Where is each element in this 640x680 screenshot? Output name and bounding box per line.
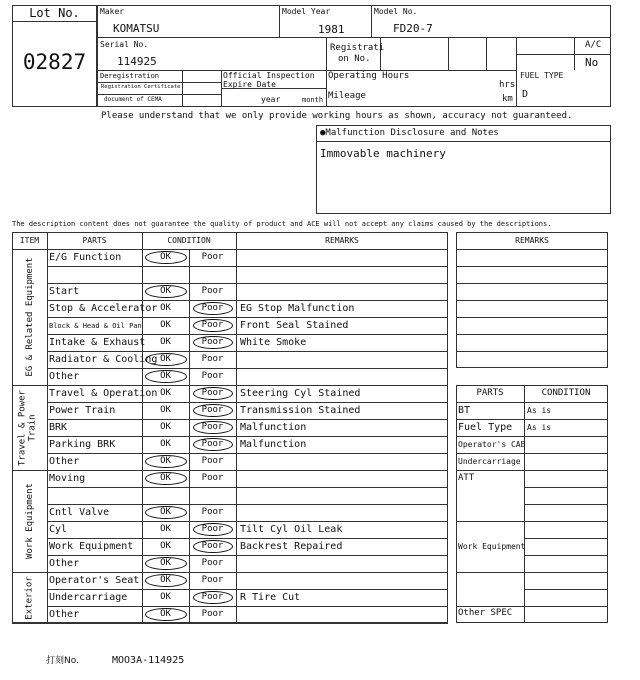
row-divider — [47, 487, 448, 488]
ok-circle-mark — [145, 608, 187, 621]
group-label: Exterior — [24, 575, 35, 620]
header-condition: CONDITION — [167, 236, 211, 245]
model-no-value: FD20-7 — [393, 22, 433, 35]
part-label: Power Train — [49, 405, 116, 416]
right-part-operator-cab: Operator's CAB — [458, 440, 526, 449]
poor-option: Poor — [201, 286, 224, 296]
hours-notice: Please understand that we only provide working hours as shown, accuracy not guaranteed. — [101, 111, 573, 121]
row-divider — [47, 368, 448, 369]
poor-option: Poor — [201, 303, 224, 313]
poor-option: Poor — [201, 558, 224, 568]
ok-option: OK — [160, 558, 171, 568]
row-divider — [47, 470, 448, 471]
poor-option: Poor — [201, 405, 224, 415]
ok-option: OK — [160, 592, 171, 602]
remark-text: Steering Cyl Stained — [240, 388, 361, 399]
row-divider — [47, 589, 448, 590]
ok-option: OK — [160, 575, 171, 585]
disclaimer: The description content does not guarantee the quality of product and ACE will not accept any claims caused by the descriptions. — [12, 220, 552, 228]
remark-text: Transmission Stained — [240, 405, 361, 416]
registration-label-2: on No. — [338, 54, 371, 64]
km-unit: km — [502, 94, 513, 104]
ok-option: OK — [160, 609, 171, 619]
row-divider — [47, 453, 448, 454]
model-no-label: Model No. — [374, 7, 418, 16]
ok-circle-mark — [145, 557, 187, 570]
row-divider — [47, 572, 448, 573]
ok-circle-mark — [145, 251, 187, 264]
poor-option: Poor — [201, 337, 224, 347]
registration-certificate-label: Registration Certificate — [101, 84, 181, 90]
registration-label: Registrati — [330, 43, 385, 53]
right-part-bt: BT — [458, 405, 471, 416]
ok-option: OK — [160, 439, 171, 449]
part-label: Radiator & Cooling — [49, 354, 158, 365]
malfunction-text: Immovable machinery — [320, 147, 446, 160]
poor-circle-mark — [193, 540, 233, 553]
right-att-label: ATT — [458, 473, 475, 483]
ok-option: OK — [160, 320, 171, 330]
ok-option: OK — [160, 405, 171, 415]
right-value-fuel-type: As is — [527, 423, 552, 432]
row-divider — [47, 555, 448, 556]
poor-option: Poor — [201, 507, 224, 517]
ok-circle-mark — [145, 506, 187, 519]
ok-option: OK — [160, 303, 171, 313]
ok-circle-mark — [145, 353, 187, 366]
poor-circle-mark — [193, 319, 233, 332]
deregistration-label: Deregistration — [100, 72, 160, 80]
part-label: Stop & Accelerator — [49, 303, 158, 314]
lot-number: 02827 — [22, 50, 87, 74]
right-other-spec-label: Other SPEC — [458, 608, 513, 618]
remark-text: Malfunction — [240, 439, 307, 450]
right-remarks-header: REMARKS — [515, 236, 549, 245]
group-label: Work Equipment — [24, 483, 35, 559]
part-label: BRK — [49, 422, 68, 433]
poor-circle-mark — [193, 302, 233, 315]
operating-hours-label: Operating Hours — [328, 71, 410, 81]
group-label: EG & Related Equipment — [24, 257, 35, 377]
stamp-label: 打刻No. — [46, 656, 79, 666]
lot-label: Lot No. — [29, 6, 80, 20]
ok-circle-mark — [145, 574, 187, 587]
part-label: Operator's Seat — [49, 575, 140, 586]
part-label: Intake & Exhaust — [49, 337, 146, 348]
poor-option: Poor — [201, 252, 224, 262]
row-divider — [47, 351, 448, 352]
poor-option: Poor — [201, 541, 224, 551]
poor-option: Poor — [201, 320, 224, 330]
row-divider — [47, 538, 448, 539]
serial-label: Serial No. — [100, 40, 149, 49]
poor-circle-mark — [193, 404, 233, 417]
poor-option: Poor — [201, 609, 224, 619]
poor-circle-mark — [193, 421, 233, 434]
row-divider — [47, 385, 448, 386]
remark-text: R Tire Cut — [240, 592, 301, 603]
right-part-undercarriage: Undercarriage — [458, 457, 521, 466]
stamp-value: MOO3A-114925 — [112, 655, 185, 666]
fuel-type-value: D — [522, 89, 529, 100]
poor-option: Poor — [201, 439, 224, 449]
ok-circle-mark — [145, 285, 187, 298]
part-label: Moving — [49, 473, 86, 484]
ok-option: OK — [160, 286, 171, 296]
row-divider — [47, 334, 448, 335]
maker-label: Maker — [100, 7, 125, 16]
remark-text: Backrest Repaired — [240, 541, 343, 552]
serial-value: 114925 — [117, 55, 157, 68]
ok-option: OK — [160, 456, 171, 466]
header-item: ITEM — [19, 236, 40, 245]
ok-option: OK — [160, 354, 171, 364]
poor-circle-mark — [193, 336, 233, 349]
right-parts-header: PARTS — [476, 388, 504, 398]
year-label: year — [261, 95, 281, 104]
month-label: month — [302, 96, 324, 104]
ok-circle-mark — [145, 455, 187, 468]
inspection-label-2: Expire Date — [223, 80, 276, 89]
row-divider — [47, 317, 448, 318]
row-divider — [47, 436, 448, 437]
mileage-label: Mileage — [328, 91, 366, 101]
ok-option: OK — [160, 252, 171, 262]
right-work-equipment-label: Work Equipment — [458, 542, 526, 551]
part-label: Other — [49, 456, 80, 467]
group-label: Travel & Power Train — [17, 389, 38, 466]
ok-option: OK — [160, 541, 171, 551]
part-label: Parking BRK — [49, 439, 116, 450]
poor-option: Poor — [201, 524, 224, 534]
part-label: Work Equipment — [49, 541, 134, 552]
fuel-type-label: FUEL TYPE — [520, 71, 564, 80]
poor-option: Poor — [201, 422, 224, 432]
part-label: Other — [49, 371, 80, 382]
part-label: E/G Function — [49, 252, 122, 263]
ok-circle-mark — [145, 472, 187, 485]
part-label: Travel & Operation — [49, 388, 158, 399]
header-remarks: REMARKS — [325, 236, 359, 245]
part-label: Cntl Valve — [49, 507, 110, 518]
row-divider — [47, 521, 448, 522]
row-divider — [47, 419, 448, 420]
row-divider — [47, 504, 448, 505]
right-condition-header: CONDITION — [541, 388, 591, 398]
right-value-bt: As is — [527, 406, 552, 415]
ok-option: OK — [160, 473, 171, 483]
ok-option: OK — [160, 524, 171, 534]
poor-option: Poor — [201, 473, 224, 483]
remark-text: Tilt Cyl Oil Leak — [240, 524, 343, 535]
ac-value: No — [585, 56, 599, 69]
poor-option: Poor — [201, 456, 224, 466]
row-divider — [47, 300, 448, 301]
malfunction-title: ●Malfunction Disclosure and Notes — [320, 128, 499, 138]
right-part-fuel-type: Fuel Type — [458, 422, 513, 433]
ok-option: OK — [160, 507, 171, 517]
cema-document-label: document of CEMA — [104, 96, 162, 103]
ok-option: OK — [160, 388, 171, 398]
row-divider — [47, 283, 448, 284]
poor-circle-mark — [193, 523, 233, 536]
remark-text: Malfunction — [240, 422, 307, 433]
part-label: Start — [49, 286, 80, 297]
ok-option: OK — [160, 422, 171, 432]
ok-option: OK — [160, 371, 171, 381]
malfunction-box — [316, 125, 611, 214]
ok-option: OK — [160, 337, 171, 347]
poor-option: Poor — [201, 388, 224, 398]
header-parts: PARTS — [82, 236, 107, 245]
poor-option: Poor — [201, 575, 224, 585]
row-divider — [47, 606, 448, 607]
hrs-unit: hrs — [499, 80, 516, 90]
ok-circle-mark — [145, 370, 187, 383]
poor-circle-mark — [193, 387, 233, 400]
part-label: Block & Head & Oil Pan — [49, 322, 142, 330]
inspection-label: Official Inspection — [223, 71, 315, 80]
model-year-value: 1981 — [318, 23, 345, 36]
remark-text: EG Stop Malfunction — [240, 303, 355, 314]
row-divider — [47, 402, 448, 403]
remark-text: White Smoke — [240, 337, 307, 348]
part-label: Undercarriage — [49, 592, 128, 603]
ac-label: A/C — [585, 40, 602, 50]
poor-option: Poor — [201, 592, 224, 602]
row-divider — [47, 623, 448, 624]
part-label: Other — [49, 609, 80, 620]
poor-circle-mark — [193, 438, 233, 451]
poor-option: Poor — [201, 371, 224, 381]
poor-circle-mark — [193, 591, 233, 604]
remark-text: Front Seal Stained — [240, 320, 349, 331]
maker-value: KOMATSU — [113, 22, 160, 35]
row-divider — [47, 266, 448, 267]
poor-option: Poor — [201, 354, 224, 364]
part-label: Cyl — [49, 524, 68, 535]
part-label: Other — [49, 558, 80, 569]
model-year-label: Model Year — [282, 7, 331, 16]
